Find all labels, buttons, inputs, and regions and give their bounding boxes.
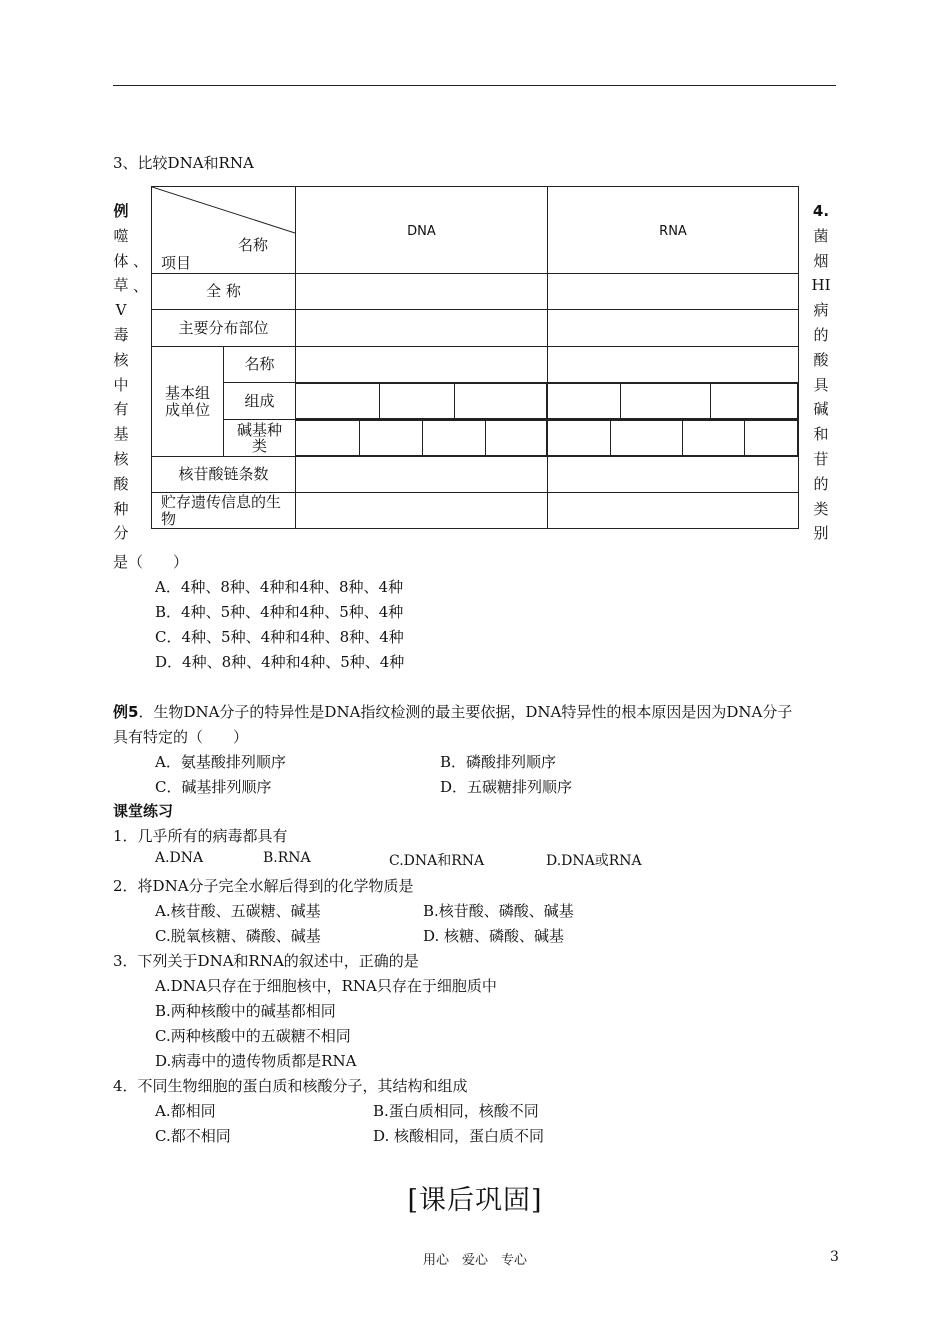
vchar: 草 (113, 276, 129, 295)
cell-rna-fullname (548, 274, 799, 310)
vchar: V (115, 301, 127, 320)
rna-base-3 (682, 421, 744, 456)
practice-q3: 3．下列关于DNA和RNA的叙述中，正确的是 (113, 952, 419, 970)
vchar: 碱 (813, 400, 829, 419)
q3-option-d: D.病毒中的遗传物质都是RNA (155, 1052, 357, 1070)
practice-q2: 2．将DNA分子完全水解后得到的化学物质是 (113, 877, 414, 895)
vchar: 烟 (813, 251, 829, 270)
example5-option-c: C．碱基排列顺序 (155, 778, 272, 796)
q1-option-c: C.DNA和RNA (389, 853, 485, 869)
practice-q4: 4．不同生物细胞的蛋白质和核酸分子，其结构和组成 (113, 1077, 468, 1095)
sub-label-name: 名称 (224, 347, 296, 383)
dna-comp-a (296, 384, 379, 419)
row-label-organisms (152, 493, 296, 529)
footer-motto: 用心 爱心 专心 (422, 1253, 527, 1268)
q4-option-a: A.都相同 (155, 1102, 216, 1120)
example5-question-line2: 具有特定的（ ） (113, 728, 249, 746)
vchar: 基 (113, 425, 129, 444)
col-header-dna: DNA (296, 187, 548, 274)
q3-option-b: B.两种核酸中的碱基都相同 (155, 1002, 336, 1020)
q4-option-c: C.都不相同 (155, 1127, 231, 1145)
practice-heading: 课堂练习 (113, 802, 174, 820)
header-name-label: 名称 (238, 236, 269, 254)
vchar: 4. (812, 202, 830, 220)
q2-option-c: C.脱氧核糖、磷酸、碱基 (155, 927, 321, 945)
header-rule (113, 85, 836, 86)
q1-option-b: B.RNA (263, 850, 311, 866)
example5-option-b: B．磷酸排列顺序 (440, 753, 557, 771)
cell-rna-distribution (548, 310, 799, 347)
vchar: 种 (113, 499, 129, 518)
vchar: 和 (813, 425, 829, 444)
cell-dna-unit-name (296, 347, 548, 383)
vchar: HI (811, 276, 831, 295)
example5-text: ．生物DNA分子的特异性是DNA指纹检测的最主要依据，DNA特异性的根本原因是因为DNA分子 (138, 703, 793, 721)
dna-base-1 (296, 421, 359, 456)
vchar: 例 (113, 202, 129, 220)
cell-dna-base-types (296, 420, 548, 457)
q2-option-b: B.核苷酸、磷酸、碱基 (423, 902, 574, 920)
example5-label: 例5 (113, 703, 139, 721)
dna-base-4 (485, 421, 547, 456)
rna-comp-a (548, 384, 620, 419)
vchar: 噬 (113, 226, 129, 245)
cell-rna-organisms (548, 493, 799, 529)
cell-dna-fullname (296, 274, 548, 310)
row-label-strands: 核苷酸链条数 (152, 457, 296, 493)
rna-base-1 (548, 421, 610, 456)
q1-option-d: D.DNA或RNA (546, 853, 642, 869)
cell-rna-base-types (548, 420, 799, 457)
section-title: 3、比较DNA和RNA (113, 154, 254, 172)
q3-option-a: A.DNA只存在于细胞核中，RNA只存在于细胞质中 (155, 977, 497, 995)
vchar: 具 (813, 375, 829, 394)
col-header-rna: RNA (548, 187, 799, 274)
vchar: 类 (813, 499, 829, 518)
vchar: 毒 (113, 325, 129, 344)
q4-option-d: D. 核酸相同，蛋白质不同 (373, 1127, 545, 1145)
q4-option-b: B.蛋白质相同，核酸不同 (373, 1102, 539, 1120)
base-types-text: 碱基种类 (236, 421, 282, 455)
vchar: 核 (113, 449, 129, 468)
rna-base-2 (610, 421, 682, 456)
example4-question-end: 是（ ） (113, 553, 189, 571)
cell-rna-strands (548, 457, 799, 493)
vchar: 体 (113, 251, 129, 270)
sub-label-base-types (224, 420, 296, 457)
vchar: 别 (813, 524, 829, 543)
header-diagonal-cell (152, 187, 296, 274)
example4-option-a: A．4种、8种、4种和4种、8种、4种 (155, 578, 404, 596)
vchar: 病 (813, 301, 829, 320)
q2-option-d: D. 核糖、磷酸、碱基 (423, 927, 565, 945)
cell-dna-distribution (296, 310, 548, 347)
vchar: 酸 (113, 474, 129, 493)
organisms-text: 贮存遗传信息的生物 (161, 492, 282, 528)
basic-unit-text: 基本组成单位 (164, 383, 210, 419)
left-comma-2: 、 (133, 277, 149, 295)
example4-right-column (811, 199, 831, 546)
vchar: 苷 (813, 449, 829, 468)
q3-option-c: C.两种核酸中的五碳糖不相同 (155, 1027, 351, 1045)
q2-option-a: A.核苷酸、五碳糖、碱基 (155, 902, 321, 920)
dna-base-3 (422, 421, 485, 456)
left-comma-1: 、 (133, 252, 149, 270)
page-number: 3 (830, 1249, 839, 1265)
cell-dna-strands (296, 457, 548, 493)
rna-comp-b (620, 384, 710, 419)
vchar: 分 (113, 524, 129, 543)
dna-rna-comparison-table (151, 186, 799, 529)
row-label-distribution: 主要分布部位 (152, 310, 296, 347)
vchar: 中 (113, 375, 129, 394)
dna-base-2 (359, 421, 422, 456)
header-item-label: 项目 (161, 254, 192, 272)
vchar: 有 (113, 400, 129, 419)
sub-label-composition: 组成 (224, 383, 296, 420)
rna-comp-c (710, 384, 798, 419)
example4-left-column (111, 199, 131, 546)
dna-comp-b (379, 384, 454, 419)
vchar: 酸 (813, 350, 829, 369)
cell-rna-unit-name (548, 347, 799, 383)
vchar: 核 (113, 350, 129, 369)
example5-option-d: D．五碳糖排列顺序 (440, 778, 573, 796)
cell-dna-organisms (296, 493, 548, 529)
row-label-fullname: 全 称 (152, 274, 296, 310)
example4-option-d: D．4种、8种、4种和4种、5种、4种 (155, 653, 405, 671)
rna-base-4 (744, 421, 798, 456)
practice-q1: 1．几乎所有的病毒都具有 (113, 827, 288, 845)
vchar: 的 (813, 325, 829, 344)
q1-option-a: A.DNA (155, 850, 204, 866)
row-label-basic-unit (152, 347, 224, 457)
example5-option-a: A．氨基酸排列顺序 (155, 753, 286, 771)
dna-comp-c (454, 384, 547, 419)
example4-option-c: C．4种、5种、4种和4种、8种、4种 (155, 628, 404, 646)
vchar: 菌 (813, 226, 829, 245)
cell-dna-composition (296, 383, 548, 420)
example4-option-b: B．4种、5种、4种和4种、5种、4种 (155, 603, 404, 621)
example5-question (113, 701, 792, 722)
vchar: 的 (813, 474, 829, 493)
cell-rna-composition (548, 383, 799, 420)
after-class-title: [课后巩固] (407, 1185, 543, 1216)
